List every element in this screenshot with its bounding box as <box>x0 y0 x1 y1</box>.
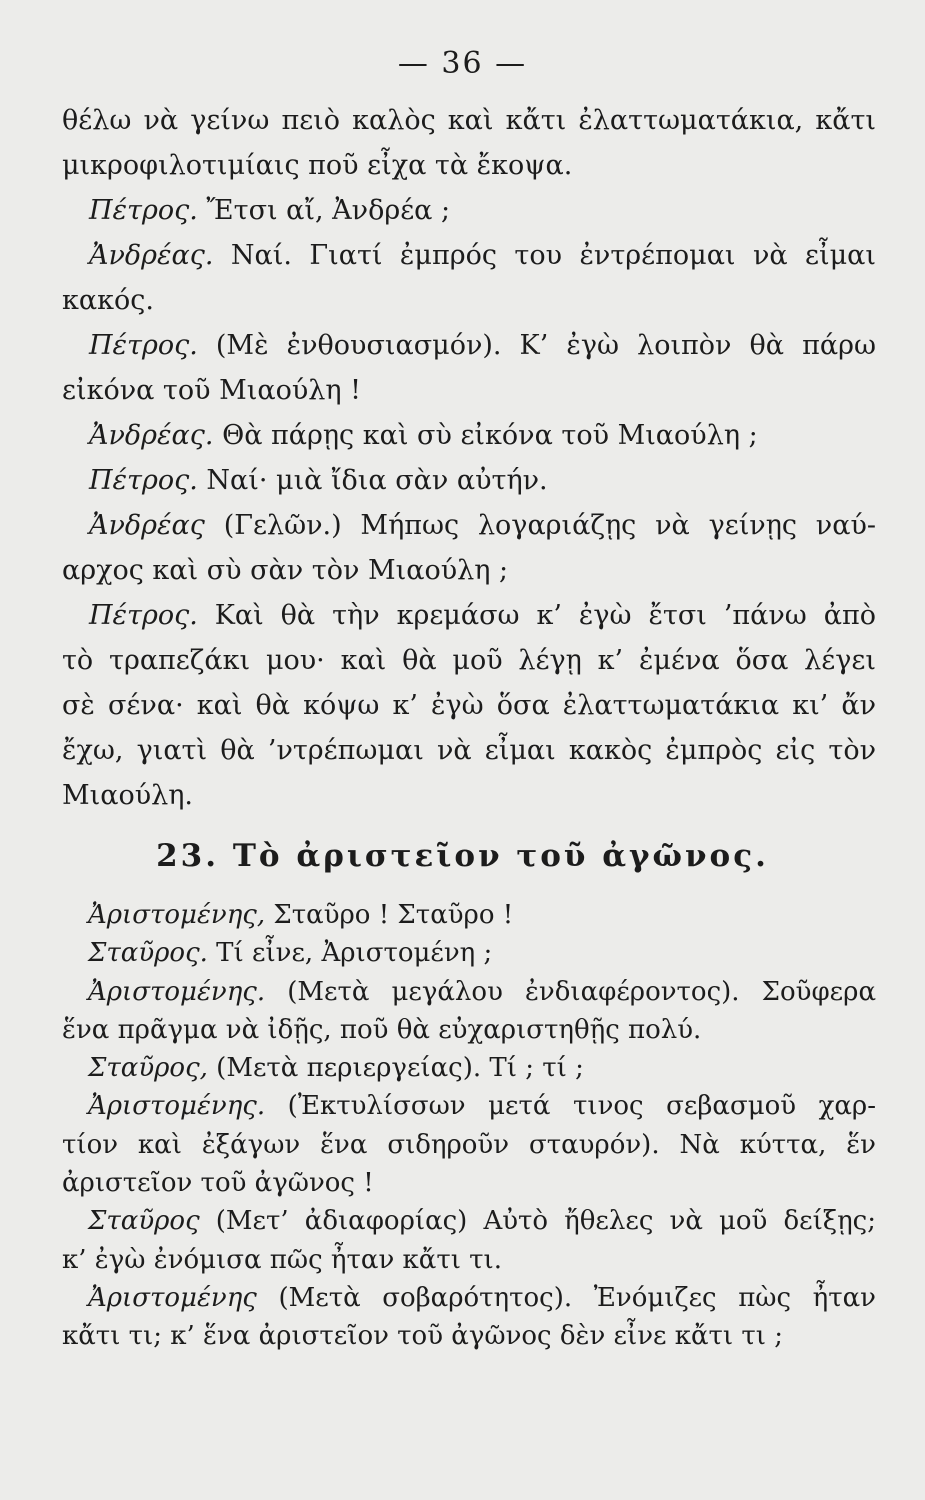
line-text: (Μετ’ ἀδιαφορίας) Αὐτὸ ἤθελες νὰ μοῦ δείξῃς; <box>215 1206 876 1237</box>
speaker-name: Ἀριστομένης. <box>88 976 266 1007</box>
text-line <box>62 98 876 143</box>
speaker-name: Σταῦρος, <box>88 1053 208 1084</box>
line-text: Μιαούλη. <box>62 780 194 811</box>
line-text: θέλω νὰ γείνω πειὸ καλὸς καὶ κἄτι ἐλαττωματάκια, κἄτι <box>62 105 876 136</box>
line-text: τὸ τραπεζάκι μου· καὶ θὰ μοῦ λέγῃ κ’ ἐμένα ὅσα λέγει <box>62 645 876 676</box>
speaker-name: Σταῦρος <box>88 1206 200 1237</box>
text-line <box>62 548 876 593</box>
text-line <box>62 1164 876 1202</box>
speaker-name: Ἀριστομένης <box>88 1282 257 1313</box>
line-text: κἄτι τι; κ’ ἕνα ἀριστεῖον τοῦ ἀγῶνος δὲν εἶνε κἄτι τι ; <box>62 1321 783 1352</box>
speaker-name: Ἀριστομένης, <box>88 900 266 930</box>
speaker-name: Πέτρος. <box>89 600 198 631</box>
line-text: Ναί. Γιατί ἐμπρός του ἐντρέπομαι νὰ εἶμαι <box>230 240 876 271</box>
line-text: (Μετὰ σοβαρότητος). Ἐνόμιζες πὼς ἦταν <box>278 1282 876 1313</box>
text-line <box>62 1011 876 1049</box>
text-line <box>62 593 876 638</box>
text-line <box>62 1241 876 1279</box>
text-line <box>62 896 876 934</box>
line-text: (Μετὰ μεγάλου ἐνδιαφέροντος). Σοῦφερα <box>287 976 876 1007</box>
line-text: (Μὲ ἐνθουσιασμόν). Κ’ ἐγὼ λοιπὸν θὰ πάρω <box>215 330 876 361</box>
text-line <box>62 413 876 458</box>
line-text: ἕνα πρᾶγμα νὰ ἰδῇς, ποῦ θὰ εὐχαριστηθῇς πολύ. <box>62 1014 702 1045</box>
line-text: μικροφιλοτιμίαις ποῦ εἶχα τὰ ἔκοψα. <box>62 150 573 181</box>
line-text: ἀριστεῖον τοῦ ἀγῶνος ! <box>62 1168 374 1199</box>
text-line <box>62 278 876 323</box>
speaker-name: Ἀνδρέας <box>89 510 205 541</box>
text-line <box>62 973 876 1011</box>
line-text: σὲ σένα· καὶ θὰ κόψω κ’ ἐγὼ ὅσα ἐλαττωματάκια κι’ ἄν <box>62 690 876 721</box>
text-line <box>62 1279 876 1317</box>
line-text: Καὶ θὰ τὴν κρεμάσω κ’ ἐγὼ ἔτσι ’πάνω ἀπὸ <box>214 600 876 631</box>
line-text: Θὰ πάρῃς καὶ σὺ εἰκόνα τοῦ Μιαούλη ; <box>222 420 758 451</box>
line-text: ἔχω, γιατὶ θὰ ’ντρέπωμαι νὰ εἶμαι κακὸς ἐμπρὸς εἰς τὸν <box>62 735 876 766</box>
section-heading: 23. Τὸ ἀριστεῖον τοῦ ἀγῶνος. <box>156 838 769 874</box>
speaker-name: Πέτρος. <box>89 330 198 361</box>
line-text: Σταῦρο ! Σταῦρο ! <box>273 900 514 930</box>
text-line <box>62 934 876 972</box>
dialogue-upper <box>62 98 876 818</box>
text-line <box>62 323 876 368</box>
line-text: (Μετὰ περιεργείας). Τί ; τί ; <box>216 1053 584 1084</box>
speaker-name: Ἀνδρέας. <box>89 420 214 451</box>
line-text: αρχος καὶ σὺ σὰν τὸν Μιαούλη ; <box>62 555 509 586</box>
line-text: εἰκόνα τοῦ Μιαούλη ! <box>62 375 361 406</box>
line-text: κ’ ἐγὼ ἐνόμισα πῶς ἦταν κἄτι τι. <box>62 1244 503 1275</box>
text-line <box>62 683 876 728</box>
line-text: (Γελῶν.) Μήπως λογαριάζῃς νὰ γείνῃς ναύ- <box>223 510 876 541</box>
text-line <box>62 1049 876 1087</box>
text-line <box>62 1317 876 1355</box>
speaker-name: Ἀνδρέας. <box>89 240 214 271</box>
text-line <box>62 503 876 548</box>
line-text: Ἔτσι αἴ, Ἀνδρέα ; <box>206 195 451 226</box>
text-line <box>62 143 876 188</box>
text-line <box>62 1126 876 1164</box>
text-line <box>62 773 876 818</box>
speaker-name: Πέτρος. <box>89 195 198 226</box>
text-line <box>62 1202 876 1240</box>
dialogue-lower <box>62 896 876 1356</box>
line-text: Τί εἶνε, Ἀριστομένη ; <box>216 938 493 969</box>
text-line <box>62 188 876 233</box>
speaker-name: Πέτρος. <box>89 465 198 496</box>
text-line <box>62 233 876 278</box>
text-line <box>62 368 876 413</box>
line-text: (Ἐκτυλίσσων μετά τινος σεβασμοῦ χαρ- <box>287 1091 876 1122</box>
text-line <box>62 728 876 773</box>
text-line <box>62 638 876 683</box>
page-number: — 36 — <box>397 46 528 81</box>
line-text: Ναί· μιὰ ἴδια σὰν αὐτήν. <box>206 465 548 496</box>
line-text: τίον καὶ ἐξάγων ἕνα σιδηροῦν σταυρόν). Νὰ κύττα, ἕν <box>62 1129 876 1160</box>
text-line <box>62 458 876 503</box>
line-text: κακός. <box>62 285 154 316</box>
speaker-name: Σταῦρος. <box>88 938 208 969</box>
text-line <box>62 1087 876 1125</box>
speaker-name: Ἀριστομένης. <box>88 1091 266 1122</box>
